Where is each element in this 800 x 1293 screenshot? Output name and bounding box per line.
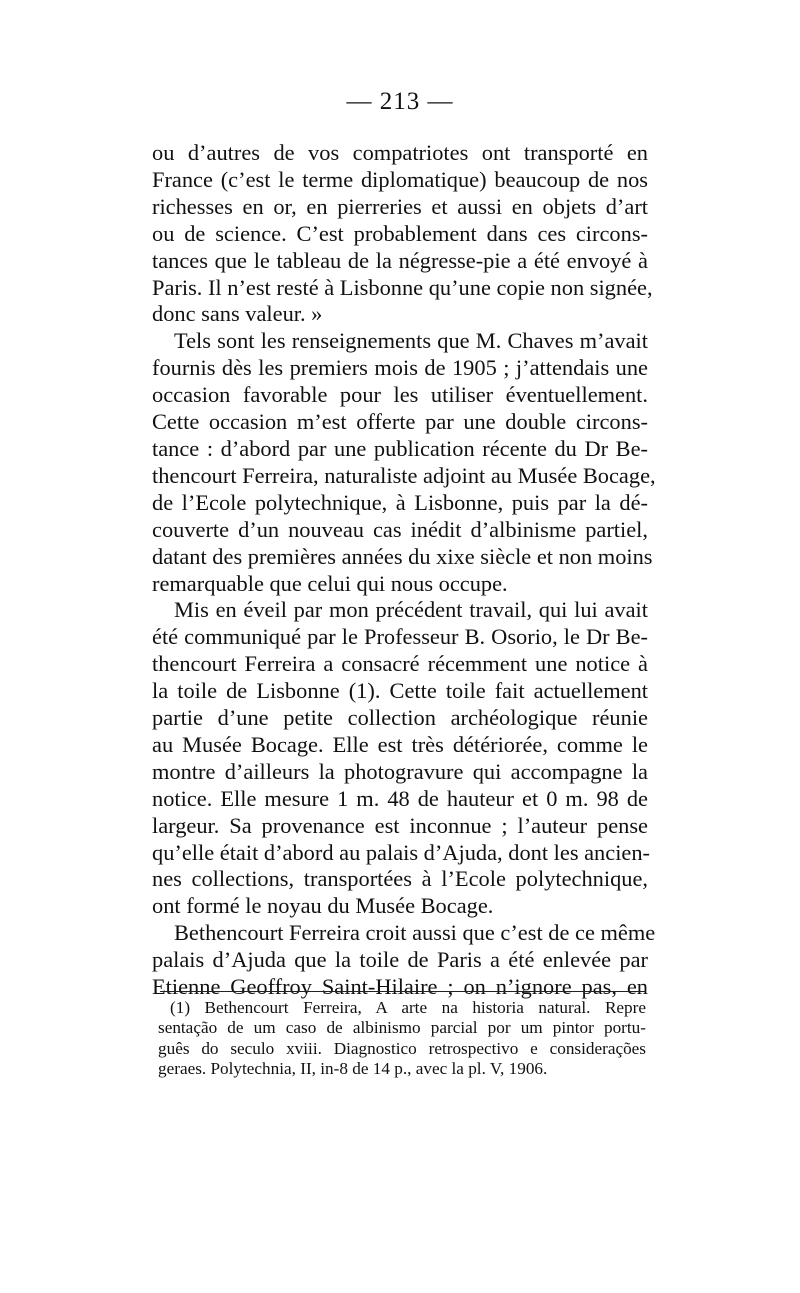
text-line: largeur. Sa provenance est inconnue ; l’auteur pense [152,812,648,838]
text-line: Paris. Il n’est resté à Lisbonne qu’une copie non signée, [152,274,653,300]
text-line: palais d’Ajuda que la toile de Paris a été enlevée par [152,947,648,973]
text-line: thencourt Ferreira a consacré récemment une notice à [152,651,648,677]
page-number: — 213 — [346,88,454,115]
text-line: Cette occasion m’est offerte par une double circons- [152,409,648,435]
text-line: occasion favorable pour les utiliser éventuellement. [152,382,648,408]
text-line: ont formé le noyau du Musée Bocage. [152,893,494,919]
text-line: datant des premières années du xixe siècle et non moins [152,543,653,569]
body-text [152,140,656,1001]
text-line: tances que le tableau de la négresse-pie a été envoyé à [152,247,648,273]
paragraph [152,597,651,920]
footnote-line: (1) Bethencourt Ferreira, A arte na historia natural. Repre [170,998,646,1017]
footnote-line: guês do seculo xviii. Diagnostico retrospectivo e considerações [158,1038,646,1058]
text-line: qu’elle était d’abord au palais d’Ajuda, dont les ancien- [152,839,651,865]
footnote-line: geraes. Polytechnia, II, in-8 de 14 p., avec la pl. V, 1906. [158,1058,548,1078]
text-line: montre d’ailleurs la photogravure qui accompagne la [152,758,648,784]
paragraph [152,140,653,328]
paragraph [152,920,656,1001]
text-line: France (c’est le terme diplomatique) beaucoup de nos [152,166,648,192]
text-line: Mis en éveil par mon précédent travail, qui lui avait [174,597,648,623]
text-line: Bethencourt Ferreira croit aussi que c’est de ce même [174,920,656,946]
text-line: thencourt Ferreira, naturaliste adjoint au Musée Bocage, [152,462,656,488]
text-line: Tels sont les renseignements que M. Chaves m’avait [174,328,648,354]
text-line: fournis dès les premiers mois de 1905 ; j’attendais une [152,355,648,381]
text-line: la toile de Lisbonne (1). Cette toile fait actuellement [152,678,648,704]
footnote-divider [160,991,646,992]
text-line: couverte d’un nouveau cas inédit d’albinisme partiel, [152,516,648,542]
paragraph [152,328,656,597]
text-line: au Musée Bocage. Elle est très détériorée, comme le [152,731,648,757]
text-line: nes collections, transportées à l’Ecole polytechnique, [152,866,648,892]
text-line: partie d’une petite collection archéologique réunie [152,705,648,731]
text-line: de l’Ecole polytechnique, à Lisbonne, puis par la dé- [152,489,648,515]
footnote-line: sentação de um caso de albinismo parcial por um pintor portu- [158,1018,646,1038]
text-line: richesses en or, en pierreries et aussi en objets d’art [152,193,648,219]
text-line: Etienne Geoffroy Saint-Hilaire ; on n’ignore pas, en [152,974,648,1000]
footnote [158,998,646,1079]
text-line: tance : d’abord par une publication récente du Dr Be- [152,435,648,461]
text-line: remarquable que celui qui nous occupe. [152,570,508,596]
text-line: ou de science. C’est probablement dans ces circons- [152,220,648,246]
text-line: été communiqué par le Professeur B. Osorio, le Dr Be- [152,624,648,650]
text-line: notice. Elle mesure 1 m. 48 de hauteur et 0 m. 98 de [152,785,648,811]
text-line: donc sans valeur. » [152,301,323,327]
text-line: ou d’autres de vos compatriotes ont transporté en [152,140,648,165]
